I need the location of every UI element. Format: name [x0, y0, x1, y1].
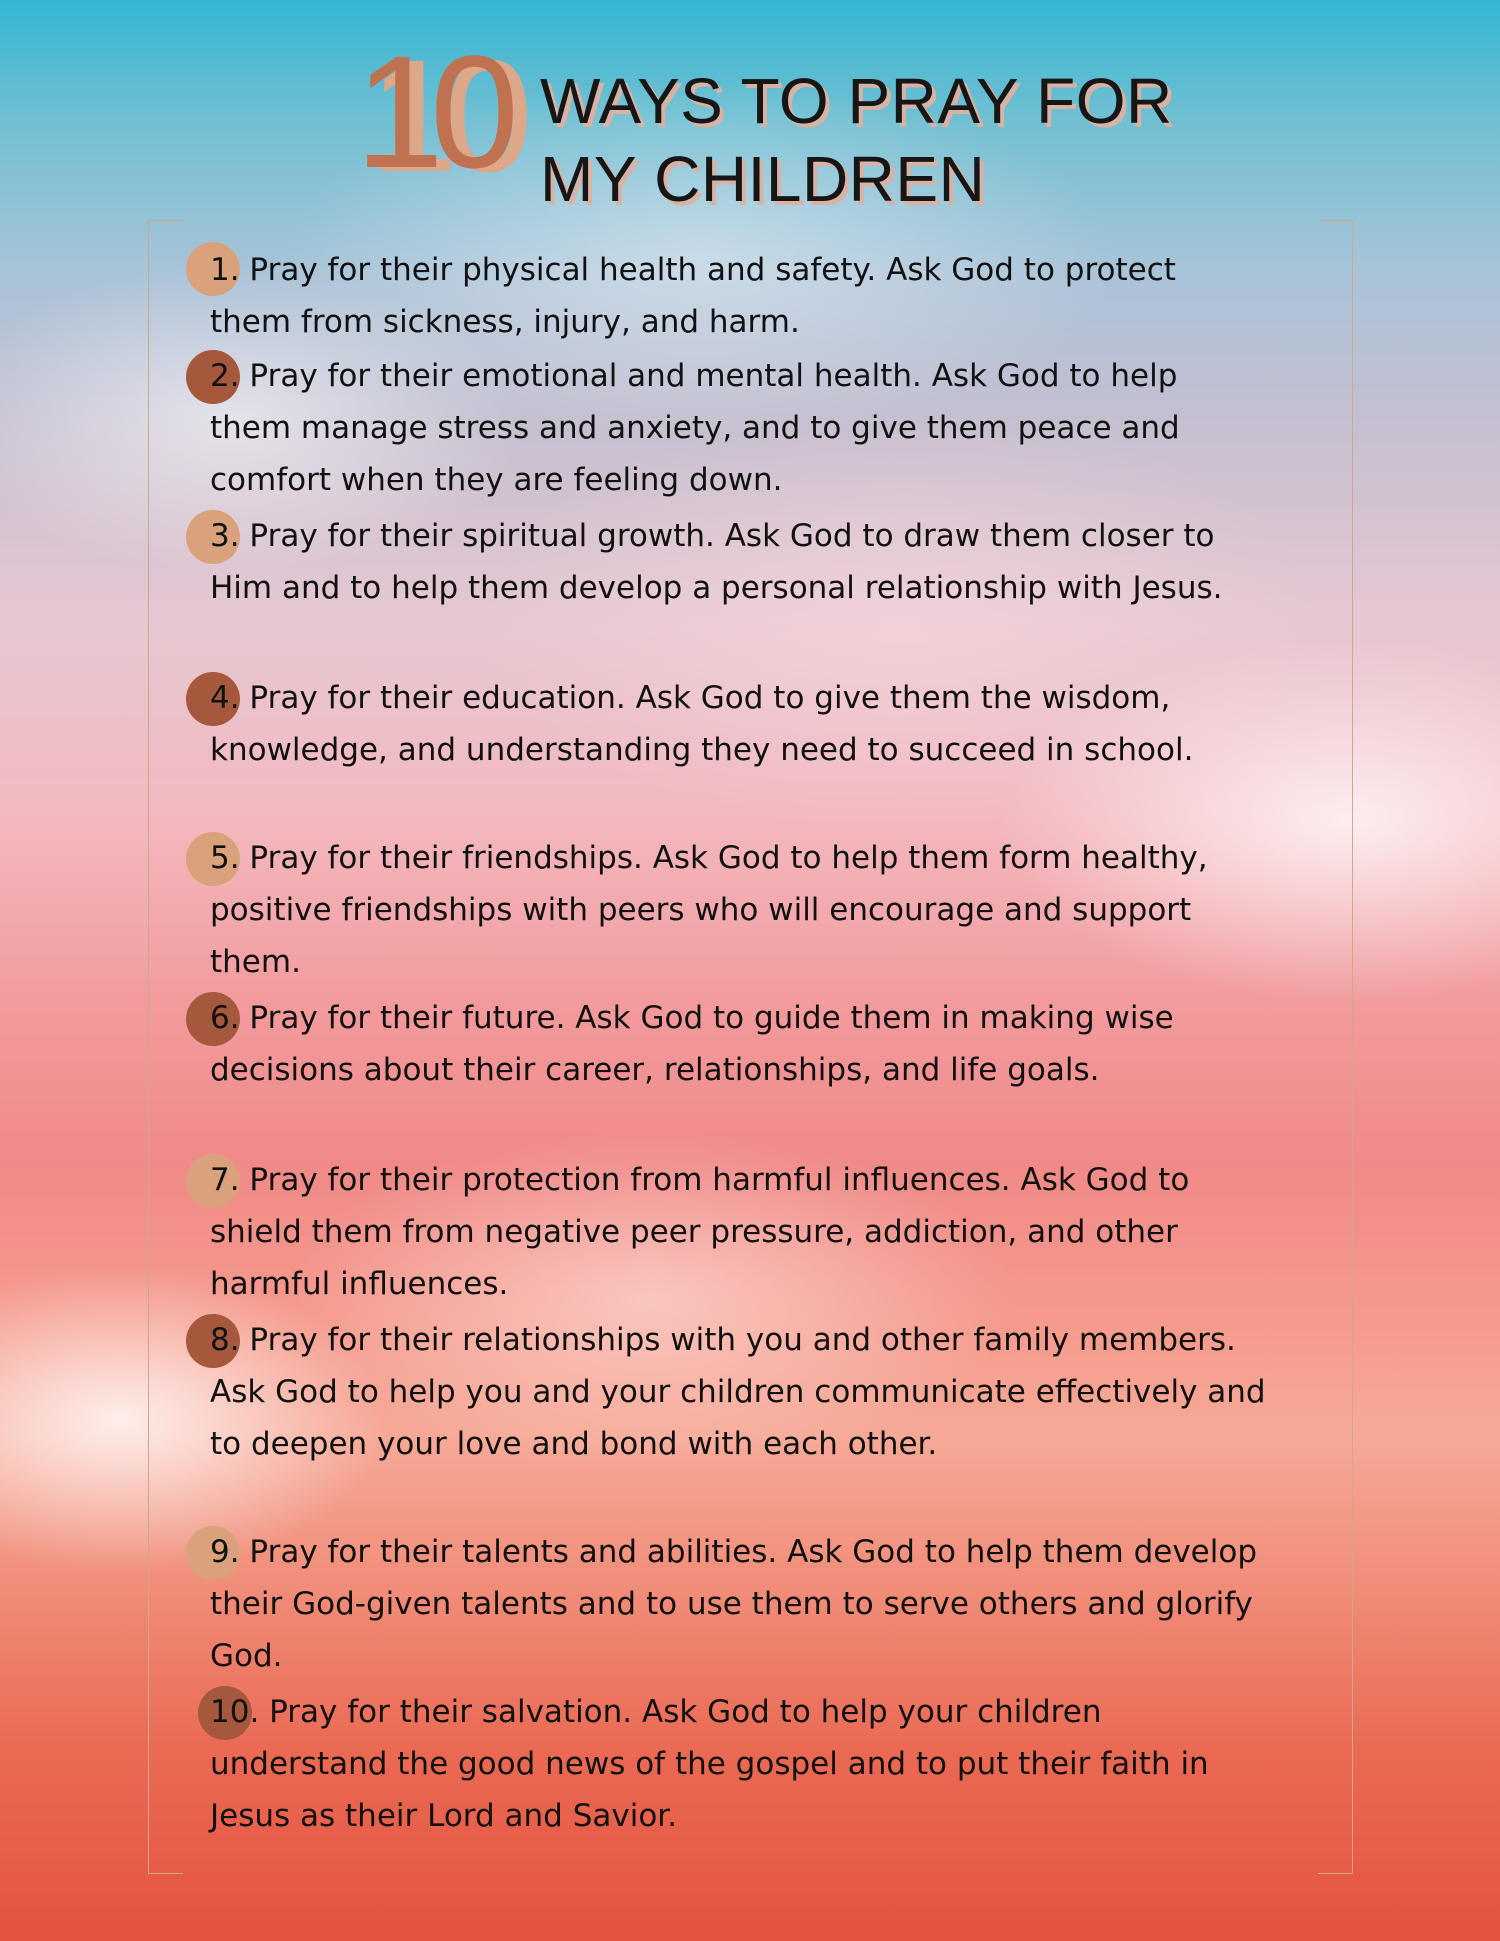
- title-line-1: WAYS TO PRAY FOR: [540, 65, 1173, 137]
- list-item: [210, 832, 1310, 988]
- list-item-text: 2. Pray for their emotional and mental health. Ask God to help them manage stress and anxiety, and to give them peace and comfort when they are feeling down.: [210, 358, 1180, 498]
- title-line-2: MY CHILDREN: [540, 143, 986, 215]
- list-item-text: 10. Pray for their salvation. Ask God to help your children understand the good news of the gospel and to put their faith in Jesus as their Lord and Savior.: [210, 1694, 1209, 1834]
- frame-bracket-right: [1318, 220, 1353, 1874]
- list-item-text: 4. Pray for their education. Ask God to give them the wisdom, knowledge, and understanding they need to succeed in school.: [210, 680, 1194, 768]
- page-title: [540, 62, 1173, 218]
- list-item-text: 5. Pray for their friendships. Ask God to help them form healthy, positive friendships with peers who will encourage and support them.: [210, 840, 1208, 980]
- list-item: [210, 244, 1310, 348]
- list-item-text: 3. Pray for their spiritual growth. Ask God to draw them closer to Him and to help them develop a personal relationship with Jesus.: [210, 518, 1223, 606]
- list-item: [210, 350, 1310, 506]
- title-block: [355, 22, 1255, 215]
- list-item-text: 6. Pray for their future. Ask God to guide them in making wise decisions about their career, relationships, and life goals.: [210, 1000, 1174, 1088]
- list-item: [210, 1686, 1310, 1842]
- list-item: [210, 672, 1310, 776]
- frame-bracket-left: [148, 220, 183, 1874]
- list-item: [210, 992, 1310, 1096]
- list-item-text: 1. Pray for their physical health and safety. Ask God to protect them from sickness, injury, and harm.: [210, 252, 1176, 340]
- list-item: [210, 510, 1310, 614]
- list-item: [210, 1314, 1310, 1470]
- list-item: [210, 1526, 1310, 1682]
- list-item-text: 7. Pray for their protection from harmful influences. Ask God to shield them from negative peer pressure, addiction, and other harmful influences.: [210, 1162, 1190, 1302]
- list-item-text: 9. Pray for their talents and abilities. Ask God to help them develop their God-given talents and to use them to serve others and glorify God.: [210, 1534, 1257, 1674]
- list-item-text: 8. Pray for their relationships with you and other family members. Ask God to help you and your children communicate effectively and to deepen your love and bond with each other.: [210, 1322, 1266, 1462]
- list-item: [210, 1154, 1310, 1310]
- title-number: 10: [355, 22, 505, 201]
